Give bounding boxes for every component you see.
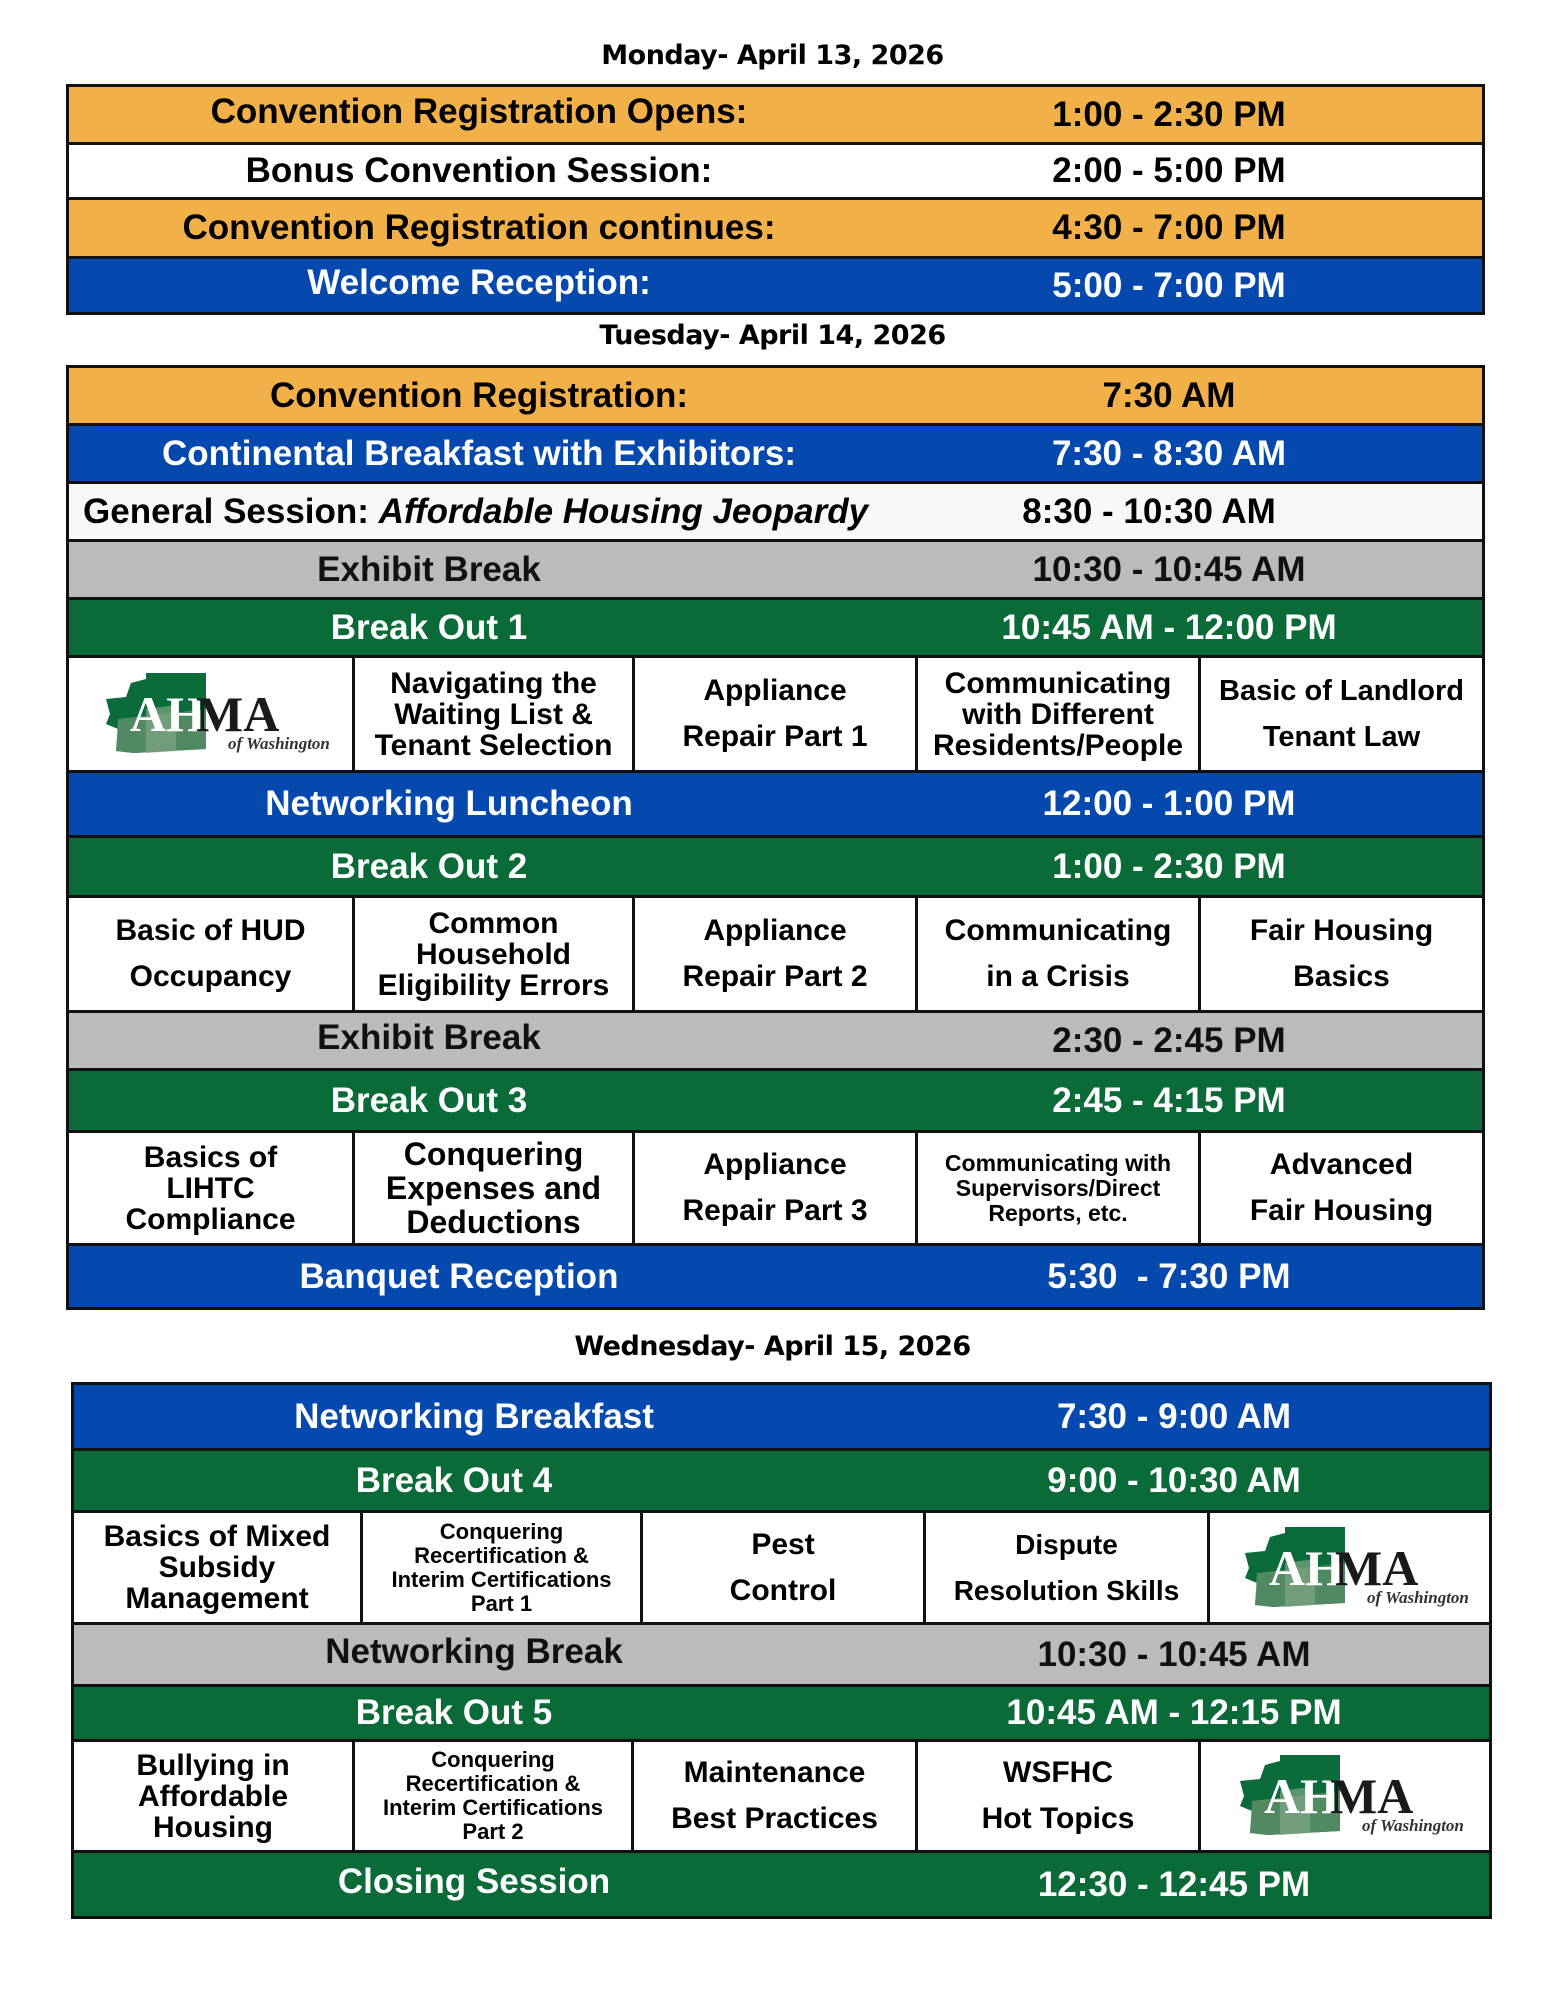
session-line: Repair Part 3 [682,1194,868,1227]
session-line: Communicating [944,666,1172,700]
session-line: Subsidy [158,1551,276,1584]
session-line: Appliance [703,914,847,947]
session-grid [74,1742,1489,1853]
schedule-row [74,1625,1489,1687]
session-line: Communicating [944,914,1172,947]
session-line: with Different [962,697,1154,731]
event-time: 7:30 - 8:30 AM [1051,433,1287,473]
session-cell [355,898,635,1010]
session-cell [355,1133,635,1243]
session-line: Fair Housing [1249,914,1434,947]
session-line: Dispute [1015,1528,1118,1560]
event-time: 12:00 - 1:00 PM [1042,784,1296,823]
session-cell [918,1742,1201,1850]
breakout-header [74,1687,1489,1742]
session-line: Tenant Law [1262,721,1421,753]
svg-text:MA: MA [1334,1539,1418,1596]
session-line: Best Practices [671,1802,878,1835]
schedule-row [69,484,1482,542]
session-line: Compliance [125,1202,296,1236]
svg-text:AH: AH [1268,1539,1344,1596]
event-label: Convention Registration Opens: [210,91,748,131]
schedule-row [69,1013,1482,1071]
session-line: Recertification & [414,1542,589,1568]
event-label: Exhibit Break [317,1017,541,1057]
event-label [69,484,983,539]
svg-text:AH: AH [1264,1768,1339,1824]
schedule-row [74,1385,1489,1451]
schedule-row [69,145,1482,200]
session-line: Basics of [143,1140,278,1174]
session-line: Basic of HUD [115,914,306,947]
session-line: Interim Certifications [391,1566,612,1592]
event-time: 10:30 - 10:45 AM [1037,1634,1311,1674]
session-cell [1201,898,1482,1010]
event-label: Banquet Reception [299,1256,619,1296]
svg-text:AH: AH [129,686,205,742]
session-line: Part 2 [462,1819,524,1844]
event-time: 4:30 - 7:00 PM [1052,208,1286,247]
svg-text:MA: MA [1330,1768,1414,1824]
event-time: 9:00 - 10:30 AM [1047,1460,1301,1500]
session-line: Conquering [431,1747,555,1772]
session-cell [635,1133,918,1243]
session-line: Residents/People [932,728,1184,762]
wednesday-schedule-table [71,1382,1492,1919]
session-line: Eligibility Errors [377,968,610,1002]
session-line: Reports, etc. [988,1199,1128,1226]
session-grid [69,658,1482,773]
event-time: 5:00 - 7:00 PM [1052,265,1286,305]
event-label: Exhibit Break [317,549,541,589]
session-cell [74,1742,355,1850]
session-line: Interim Certifications [382,1795,604,1820]
event-label: Convention Registration continues: [182,208,776,247]
event-time: 2:45 - 4:15 PM [1052,1080,1286,1120]
session-cell [634,1742,918,1850]
event-time: 5:30 - 7:30 PM [1047,1256,1291,1296]
svg-text:MA: MA [195,686,279,742]
event-label: Convention Registration: [269,375,689,415]
event-time: 12:30 - 12:45 PM [1037,1864,1311,1904]
session-line: Communicating with [944,1149,1172,1176]
general-session-prefix: General Session: [83,491,379,531]
event-time: 1:00 - 2:30 PM [1052,846,1286,886]
ahma-logo [1201,1742,1489,1850]
event-label: Break Out 5 [355,1693,553,1732]
event-time: 10:30 - 10:45 AM [1032,549,1306,589]
event-time: 8:30 - 10:30 AM [1022,491,1276,531]
session-line: Tenant Selection [374,728,613,762]
event-label: Closing Session [337,1861,611,1901]
session-line: Deductions [406,1204,581,1240]
breakout-header [69,1071,1482,1133]
session-cell [69,898,355,1010]
event-label: Networking Break [325,1631,623,1671]
event-label: Welcome Reception: [307,262,651,302]
day-title-tuesday: Tuesday- April 14, 2026 [599,320,946,351]
session-line: Supervisors/Direct [955,1174,1161,1201]
session-cell [355,658,635,770]
session-line: Part 1 [470,1590,533,1616]
session-line: LIHTC [166,1171,255,1205]
event-label: Continental Breakfast with Exhibitors: [162,433,796,473]
session-line: Fair Housing [1249,1194,1434,1227]
washington-state-icon [1225,1523,1475,1613]
event-time: 2:30 - 2:45 PM [1052,1020,1286,1060]
session-cell [363,1513,643,1622]
tuesday-schedule-table [66,365,1485,1310]
session-line: Appliance [703,1148,847,1181]
event-time: 2:00 - 5:00 PM [1052,151,1286,190]
session-line: Housing [153,1810,273,1844]
general-session-title: Affordable Housing Jeopardy [378,491,869,531]
session-cell [635,658,918,770]
event-time: 10:45 AM - 12:00 PM [1001,607,1337,647]
session-line: Expenses and [385,1170,602,1206]
session-cell [1201,1133,1482,1243]
session-grid [69,1133,1482,1246]
event-label: Bonus Convention Session: [245,151,713,190]
schedule-row [74,1853,1489,1916]
session-cell [74,1513,363,1622]
day-title-wednesday: Wednesday- April 15, 2026 [574,1331,971,1362]
session-cell [926,1513,1210,1622]
event-label: Break Out 2 [330,846,528,886]
session-line: Maintenance [683,1756,866,1789]
session-grid [69,898,1482,1013]
session-line: Appliance [703,674,847,707]
session-line: Occupancy [129,960,292,993]
session-cell [355,1742,634,1850]
breakout-header [69,838,1482,898]
session-line: Household [416,937,571,971]
session-cell [643,1513,926,1622]
session-line: Basics [1293,960,1390,993]
session-line: Advanced [1269,1148,1414,1181]
day-title-monday: Monday- April 13, 2026 [601,40,944,71]
washington-state-icon [1220,1751,1470,1841]
session-line: Common [428,906,559,940]
event-label: Networking Breakfast [294,1396,654,1436]
session-line: Recertification & [405,1771,581,1796]
session-line: Resolution Skills [953,1574,1180,1606]
svg-text:of Washington: of Washington [1362,1816,1464,1835]
session-cell [918,898,1201,1010]
schedule-row [69,368,1482,426]
breakout-header [69,600,1482,658]
session-cell [635,898,918,1010]
session-cell [69,1133,355,1243]
session-line: Conquering [439,1518,564,1544]
washington-state-icon [86,669,336,759]
session-line: in a Crisis [986,960,1130,993]
schedule-row [69,773,1482,838]
session-cell [1201,658,1482,770]
schedule-row [69,542,1482,600]
breakout-header [74,1451,1489,1513]
event-label: Networking Luncheon [265,784,633,823]
session-line: Waiting List & [394,697,593,731]
session-line: Conquering [403,1136,584,1172]
svg-text:of Washington: of Washington [1366,1587,1469,1607]
session-line: Navigating the [390,666,597,700]
session-line: Hot Topics [981,1802,1135,1835]
schedule-row [69,1246,1482,1307]
event-time: 1:00 - 2:30 PM [1052,94,1286,134]
session-line: Management [125,1582,309,1615]
session-line: Bullying in [136,1748,290,1782]
schedule-row [69,259,1482,312]
ahma-logo [69,658,355,770]
monday-schedule-table [66,84,1485,315]
session-cell [918,658,1201,770]
session-line: Basics of Mixed [103,1520,331,1553]
schedule-row [69,426,1482,484]
event-label: Break Out 1 [330,607,528,647]
session-line: Affordable [138,1779,288,1813]
event-label: Break Out 3 [330,1080,528,1120]
schedule-row [69,87,1482,145]
session-line: Control [729,1573,837,1607]
session-line: Repair Part 1 [682,720,868,753]
session-grid [74,1513,1489,1625]
session-line: WSFHC [1003,1756,1113,1789]
svg-text:of Washington: of Washington [227,734,330,753]
schedule-row [69,200,1482,259]
event-time: 7:30 AM [1102,375,1236,415]
session-line: Basic of Landlord [1219,675,1464,707]
event-time: 7:30 - 9:00 AM [1056,1396,1292,1436]
event-label: Break Out 4 [355,1460,553,1500]
session-cell [918,1133,1201,1243]
event-time: 10:45 AM - 12:15 PM [1006,1693,1342,1732]
ahma-logo [1210,1513,1489,1622]
session-line: Repair Part 2 [682,960,868,993]
session-line: Pest [751,1527,815,1561]
